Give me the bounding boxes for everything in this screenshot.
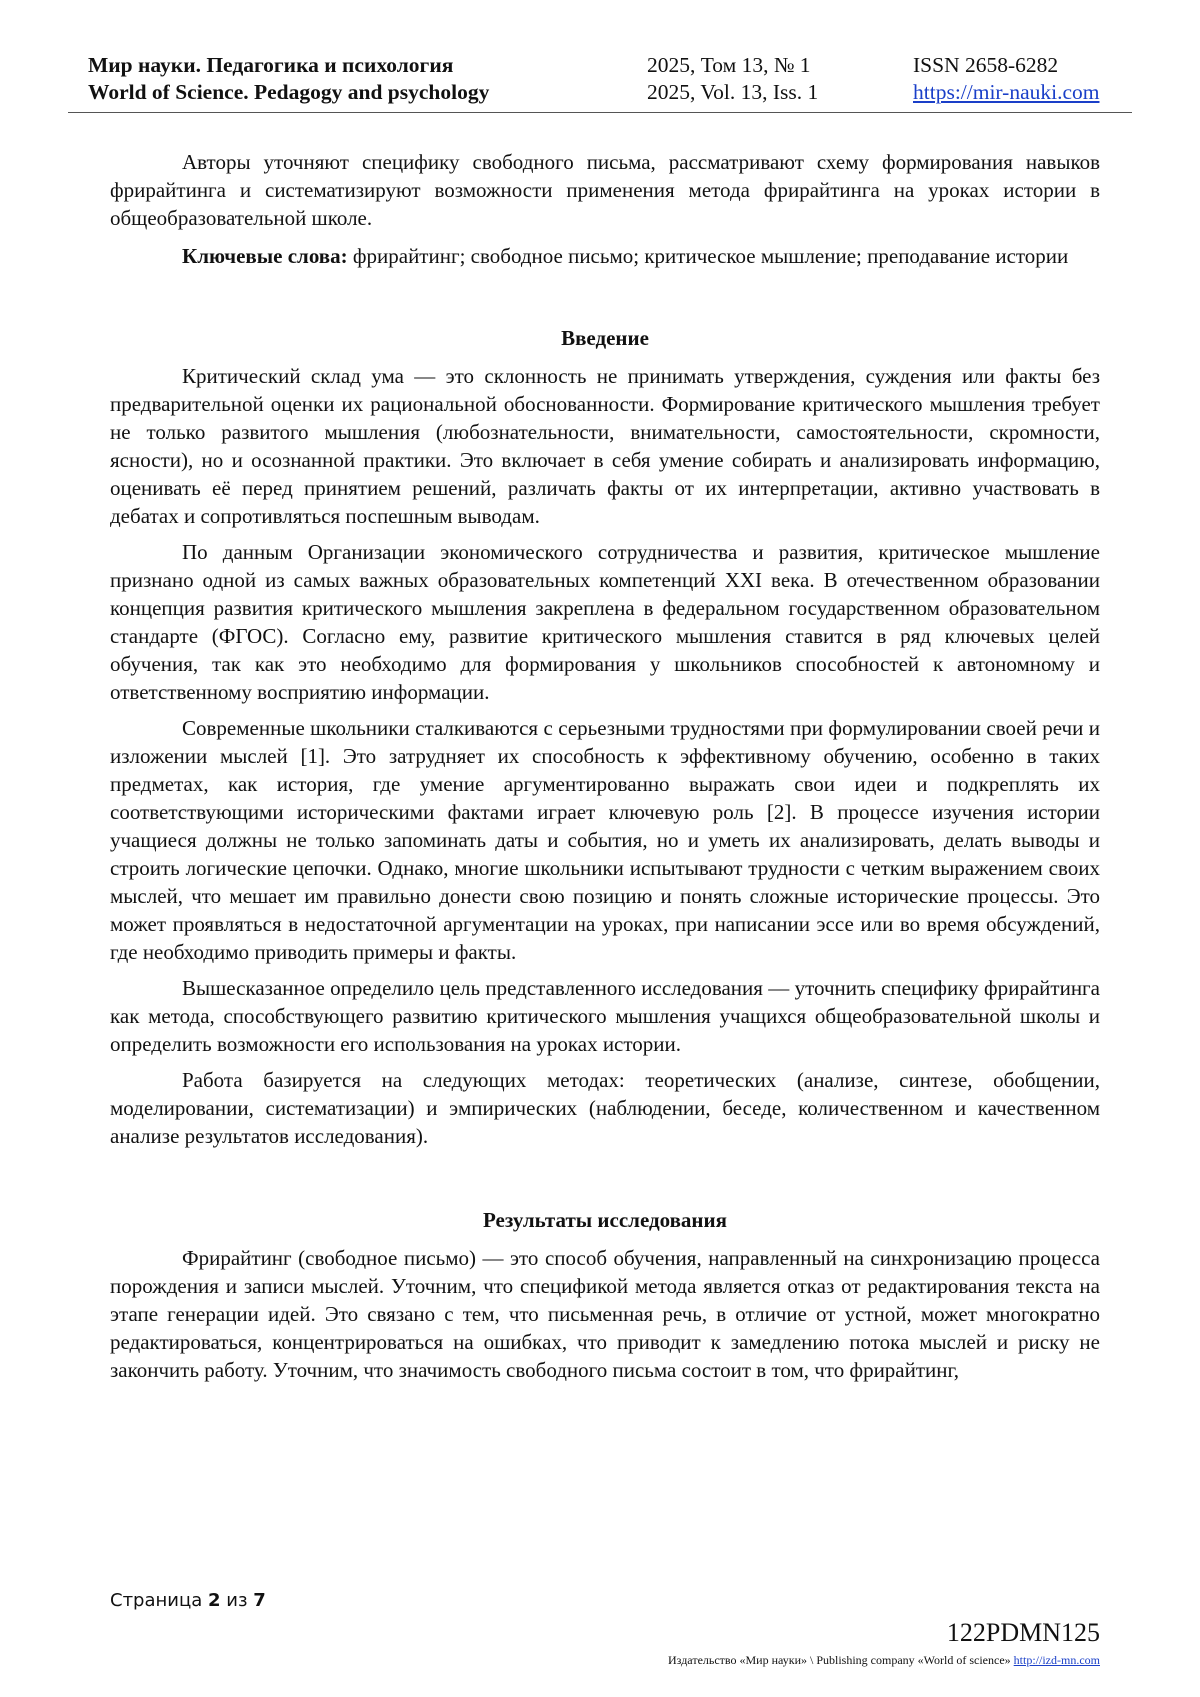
section-heading-introduction: Введение bbox=[561, 326, 649, 350]
page-counter bbox=[110, 1590, 266, 1611]
publisher-link[interactable]: http://izd-mn.com bbox=[1013, 1653, 1100, 1667]
intro-paragraph: Критический склад ума — это склонность не принимать утверждения, суждения или факты без предварительной оценки их рациональной обоснованности. Формирование критического мышления требует не только развитого мышления (любознательности, внимательности, самостоятельности, скромности, ясности), но и осознанной практики. Это включает в себя умение собирать и анализировать информацию, оценивать её перед принятием решений, различать факты от их интерпретации, активно участвовать в дебатах и сопротивляться поспешным выводам. bbox=[110, 364, 1100, 528]
intro-paragraph: По данным Организации экономического сотрудничества и развития, критическое мышление признано одной из самых важных образовательных компетенций XXI века. В отечественном образовании концепция развития критического мышления закреплена в федеральном государственном образовательном стандарте (ФГОС). Согласно ему, развитие критического мышления ставится в ряд ключевых целей обучения, так как это необходимо для формирования у школьников способностей к автономному и ответственному восприятию информации. bbox=[110, 540, 1100, 704]
issn: ISSN 2658-6282 bbox=[913, 53, 1059, 77]
section-heading-results: Результаты исследования bbox=[483, 1208, 727, 1232]
abstract-paragraph: Авторы уточняют специфику свободного письма, рассматривают схему формирования навыков фрирайтинга и систематизируют возможности применения метода фрирайтинга на уроках истории в общеобразовательной школе. bbox=[110, 150, 1100, 230]
keywords-paragraph bbox=[110, 242, 1100, 270]
journal-header bbox=[88, 52, 1124, 110]
journal-title-en: World of Science. Pedagogy and psychology bbox=[88, 80, 490, 104]
article-body bbox=[110, 148, 1100, 1392]
intro-paragraph: Вышесказанное определило цель представленного исследования — уточнить специфику фрирайтинга как метода, способствующего развитию критического мышления учащихся общеобразовательной школы и определить возможности его использования на уроках истории. bbox=[110, 976, 1100, 1056]
issue-ru: 2025, Том 13, № 1 bbox=[647, 53, 811, 77]
page-total: 7 bbox=[253, 1590, 266, 1611]
keywords-label: Ключевые слова: bbox=[182, 244, 348, 268]
publisher-line bbox=[668, 1653, 1100, 1668]
journal-title-ru: Мир науки. Педагогика и психология bbox=[88, 53, 454, 77]
journal-link[interactable]: https://mir-nauki.com bbox=[913, 80, 1100, 104]
header-divider bbox=[68, 112, 1132, 113]
journal-title-block bbox=[88, 52, 489, 106]
intro-paragraph: Современные школьники сталкиваются с серьезными трудностями при формулировании своей речи и изложении мыслей [1]. Это затрудняет их способность к эффективному обучению, особенно в таких предметах, как история, где умение аргументированно выражать свои идеи и подкреплять их соответствующими историческими фактами играет ключевую роль [2]. В процессе изучения истории учащиеся должны не только запоминать даты и события, но и уметь их анализировать, делать выводы и строить логические цепочки. Однако, многие школьники испытывают трудности с четким выражением своих мыслей, что мешает им правильно донести свою позицию и понять сложные исторические процессы. Это может проявляться в недостаточной аргументации на уроках, при написании эссе или во время обсуждений, где необходимо приводить примеры и факты. bbox=[110, 716, 1100, 964]
article-code: 122PDMN125 bbox=[946, 1618, 1100, 1647]
of-word: из bbox=[226, 1590, 248, 1611]
keywords-text: фрирайтинг; свободное письмо; критическое мышление; преподавание истории bbox=[347, 244, 1069, 268]
results-paragraph: Фрирайтинг (свободное письмо) — это способ обучения, направленный на синхронизацию процесса порождения и записи мыслей. Уточним, что спецификой метода является отказ от редактирования текста на этапе генерации идей. Это связано с тем, что письменная речь, в отличие от устной, может многократно редактироваться, концентрироваться на ошибках, что приводит к замедлению потока мыслей и риску не закончить работу. Уточним, что значимость свободного письма состоит в том, что фрирайтинг, bbox=[110, 1246, 1100, 1382]
issue-block bbox=[647, 52, 818, 106]
intro-paragraph: Работа базируется на следующих методах: теоретических (анализе, синтезе, обобщении, моделировании, систематизации) и эмпирических (наблюдении, беседе, количественном и качественном анализе результатов исследования). bbox=[110, 1068, 1100, 1148]
publisher-text: Издательство «Мир науки» \ Publishing company «World of science» bbox=[668, 1653, 1011, 1667]
page-word: Страница bbox=[110, 1590, 203, 1611]
issue-en: 2025, Vol. 13, Iss. 1 bbox=[647, 80, 819, 104]
issn-block bbox=[913, 52, 1099, 106]
page-number: 2 bbox=[208, 1590, 221, 1611]
